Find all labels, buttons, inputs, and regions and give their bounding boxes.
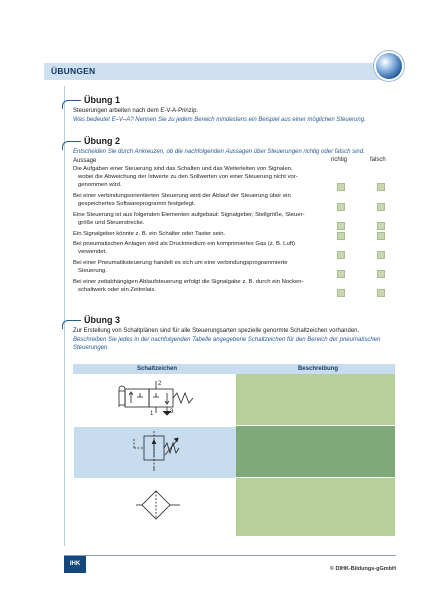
symbol-cell-3 <box>73 478 237 538</box>
statement-5 <box>73 241 333 257</box>
checkbox-true-5[interactable] <box>337 251 345 259</box>
statement-6 <box>73 260 333 276</box>
statement-line: gespeichertes Softwareprogramm festgelegt. <box>78 200 196 207</box>
checkbox-false-5[interactable] <box>377 251 385 259</box>
ex3-text: Zur Erstellung von Schaltplänen sind für alle Steuerungsarten spezielle genormte Schaltzeichen vorhanden. <box>73 328 360 334</box>
table-header <box>73 364 395 374</box>
port-label: 3 <box>170 409 174 415</box>
symbol-cell-1 <box>73 374 237 427</box>
section-header <box>44 63 396 80</box>
description-cell-3[interactable] <box>236 478 395 536</box>
checkbox-true-3[interactable] <box>337 222 345 230</box>
statement-4 <box>73 231 333 239</box>
description-cell-2[interactable] <box>236 426 395 477</box>
statement-1 <box>73 166 333 189</box>
ex3-task-line2: Steuerungen. <box>73 345 110 351</box>
margin-line <box>64 86 65 546</box>
ex1-task: Was bedeutet E–V–A? Nennen Sie zu jedem Bereich mindestens ein Beispiel aus einer möglichen Steuerung. <box>73 117 366 123</box>
checkbox-false-3[interactable] <box>377 222 385 230</box>
checkbox-false-2[interactable] <box>377 203 385 211</box>
checkbox-false-1[interactable] <box>377 183 385 191</box>
checkbox-false-7[interactable] <box>377 289 385 297</box>
checkbox-true-1[interactable] <box>337 183 345 191</box>
ihk-logo: IHK <box>64 556 86 573</box>
ex2-task: Entscheiden Sie durch Ankreuzen, ob die nachfolgenden Aussagen über Steuerungen richtig oder falsch sind. <box>73 149 365 155</box>
statement-line: Steuerung. <box>78 267 107 274</box>
statement-line: verwendet. <box>78 248 107 255</box>
checkbox-false-6[interactable] <box>377 270 385 278</box>
statement-line: Bei einer verbindungsorientierten Steuerung wird der Ablauf der Steuerung über ein <box>73 193 291 199</box>
footer-line <box>64 555 396 556</box>
statement-line: Die Aufgaben einer Steuerung sind das Schalten und das Weiterleiten von Signalen, <box>73 166 293 172</box>
symbol-cell-2 <box>73 426 237 479</box>
section-title: ÜBUNGEN <box>51 66 96 76</box>
valve-symbol-icon <box>74 375 234 426</box>
statement-line: Bei einer zeitabhängigen Ablaufsteuerung erfolgt die Signalgabe z. B. durch ein Nocken- <box>73 279 304 285</box>
ex3-title: Übung 3 <box>84 315 120 325</box>
copyright: © DIHK-Bildungs-gGmbH <box>329 566 396 572</box>
col-false: falsch <box>370 157 386 163</box>
statement-line: genommen wird. <box>78 181 122 188</box>
port-label: 1 <box>150 411 154 417</box>
col-statement: Aussage <box>73 158 97 164</box>
statement-2 <box>73 193 333 209</box>
statement-line: größe und Steuerstrecke. <box>78 219 145 226</box>
ex1-text: Steuerungen arbeiten nach dem E-V-A-Prinzip. <box>73 108 199 114</box>
checkbox-false-4[interactable] <box>377 232 385 240</box>
filter-symbol-icon <box>74 479 234 537</box>
globe-icon <box>376 53 402 79</box>
port-label: 2 <box>158 381 162 387</box>
description-cell-1[interactable] <box>236 374 395 425</box>
ex3-task-line1: Beschreiben Sie jedes in der nachfolgenden Tabelle angegebene Schaltzeichen für den Bereich der pneumatischen <box>73 337 381 343</box>
checkbox-true-4[interactable] <box>337 232 345 240</box>
statement-line: Eine Steuerung ist aus folgenden Elementen aufgebaut: Signalgeber, Stellgröße, Steuer- <box>73 212 305 218</box>
checkbox-true-2[interactable] <box>337 203 345 211</box>
statement-line: Ein Signalgeber könnte z. B. ein Schalter oder Taster sein. <box>73 231 226 237</box>
col-description: Beschreibung <box>298 366 339 372</box>
statement-line: Bei einer Pneumatiksteuerung handelt es sich um eine verbindungsprogrammierte <box>73 260 288 266</box>
col-true: richtig <box>331 157 348 163</box>
statement-7 <box>73 279 333 295</box>
col-symbol: Schaltzeichen <box>137 366 178 372</box>
ex2-title: Übung 2 <box>84 136 120 146</box>
pressure-valve-symbol-icon <box>74 427 234 478</box>
checkbox-true-6[interactable] <box>337 270 345 278</box>
checkbox-true-7[interactable] <box>337 289 345 297</box>
ex1-title: Übung 1 <box>84 95 120 105</box>
statement-3 <box>73 212 333 228</box>
statement-line: Bei pneumatischen Anlagen wird als Druckmedium ein komprimiertes Gas (z. B. Luft) <box>73 241 295 247</box>
statement-line: wobei die Abweichung der Istwerte zu den Sollwerten von einer Steuerung nicht vor- <box>78 173 298 180</box>
statement-line: schaltwerk oder ein Zeitrelais. <box>78 286 156 293</box>
